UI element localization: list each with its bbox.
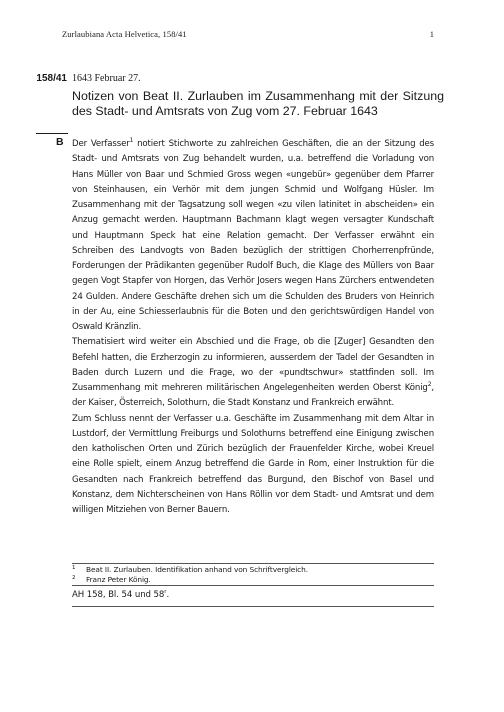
footnote xyxy=(72,565,434,574)
document-date: 1643 Februar 27. xyxy=(72,73,141,84)
footnote-text: Franz Peter König. xyxy=(86,575,151,584)
paragraph-text: notiert Stichworte zu zahlreichen Geschäften, die an der Sitzung des Stadt- und Amtsrats von Zug behandelt wurden, u.a. betreffend die Vorladung von Hans Müller von Baar und Schmied Gross wegen «ungebür» gegenüber dem Pfarrer von Steinhausen, ein Verhör mit dem jungen Schmid und Wolfgang Hüsler. Im Zusammenhang mit der Tagsatzung soll wegen «zu vilen latinitet in abscheiden» ein Anzug gemacht werden. Hauptmann Bachmann klagt wegen versagter Kundschaft und Hauptmann Speck hat eine Relation gemacht. Der Verfasser erwähnt ein Schreiben des Landvogts von Baden bezüglich der strittigen Chorherrenpfründe, Forderungen der Prädikanten gegenüber Rudolf Buch, die Klage des Müllers von Baar gegen Vogt Stapfer von Horgen, das Verhör Josers wegen Hans Zürchers entwendeten 24 Gulden. Andere Geschäfte drehen sich um die Schulden des Bruders von Heinrich in der Au, eine Schiesserlaubnis für die Boten und den gerichtswürdigen Handel von Oswald Kränzlin. xyxy=(72,139,435,332)
summary-paragraph xyxy=(72,335,434,411)
section-letter: B xyxy=(56,136,64,148)
footnote-reference[interactable]: 2 xyxy=(427,381,432,388)
summary-paragraph xyxy=(72,137,434,335)
footnote-mark: 2 xyxy=(72,575,76,581)
paragraph-text: Thematisiert wird weiter ein Abschied und die Frage, ob die [Zuger] Gesandten den Befehl hatten, die Erzherzogin zu informieren, ausserdem der Tadel der Gesandten in Baden durch Luzern und die Frage, wo der «pundtschwur» stattfinden soll. Im Zusammenhang mit mehreren militärischen Angelegenheiten werden Oberst König xyxy=(72,337,434,393)
paragraph-text: Der Verfasser xyxy=(72,139,130,149)
source-text: AH 158, Bl. 54 und 58 xyxy=(72,590,165,600)
document-number: 158/41 xyxy=(36,73,67,84)
footnote xyxy=(72,575,434,584)
footnote-mark: 1 xyxy=(72,565,76,571)
source-divider xyxy=(72,606,434,607)
summary-paragraph: Zum Schluss nennt der Verfasser u.a. Geschäfte im Zusammenhang mit dem Altar in Lustdorf, der Vermittlung Freiburgs und Solothurns betreffend eine Einigung zwischen den katholischen Orten und Zürich bezüglich der Frauenfelder Kirche, wobei Kreuel eine Rolle spielt, einem Anzug betreffend die Garde in Rom, einer Instruktion für die Gesandten nach Frankreich betreffend das Burgund, den Bischof von Basel und Konstanz, dem Nichterscheinen von Hans Röllin vor dem Stadt- und Amtsrat und dem willigen Mitziehen von Berner Bauern. xyxy=(72,413,434,515)
source-end: . xyxy=(166,590,170,600)
footnote-text: Beat II. Zurlauben. Identifikation anhand von Schriftvergleich. xyxy=(86,565,308,574)
folio-side: r xyxy=(164,589,167,595)
section-rule xyxy=(36,133,68,134)
source-reference xyxy=(72,590,169,600)
footnote-divider xyxy=(72,563,434,564)
summary-text xyxy=(72,137,434,518)
footnote-reference[interactable]: 1 xyxy=(129,137,134,144)
document-title: Notizen von Beat II. Zurlauben im Zusammenhang mit der Sitzung des Stadt- und Amtsrats von Zug vom 27. Februar 1643 xyxy=(72,89,444,118)
running-title: Zurlaubiana Acta Helvetica, 158/41 xyxy=(62,29,187,39)
page-number: 1 xyxy=(429,29,434,39)
paragraph-text: , der Kaiser, Österreich, Solothurn, die Stadt Konstanz und Frankreich erwähnt. xyxy=(72,383,434,409)
footnote-divider xyxy=(72,585,434,586)
